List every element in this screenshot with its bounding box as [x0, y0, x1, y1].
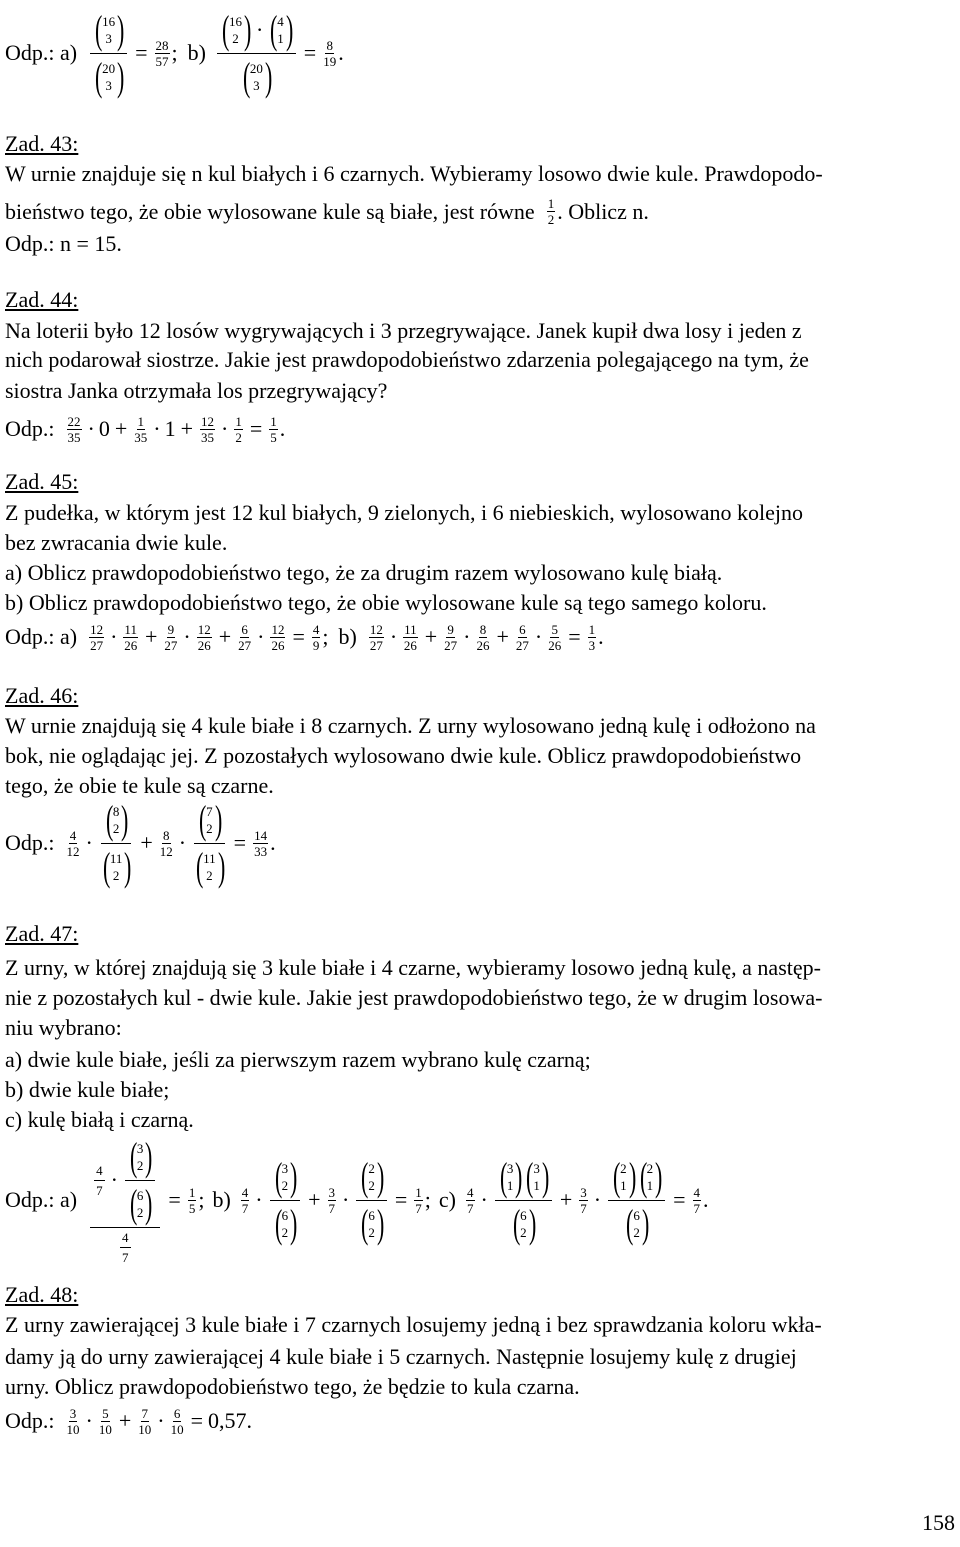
task-47-text: nie z pozostałych kul - dwie kule. Jakie jest prawdopodobieństwo tego, że w drugim losowa- — [5, 985, 823, 1010]
task-47-answer: Odp.: a) 4 7 · ( 3 2 ) ( 6 2 ) 4 7 = $\frac{1}{5}$ ; b) 4 7 · ( 3 2 ) ( 6 2 ) + $\frac{3}{7}$ · ( 2 2 ) ( 6 2 ) = $\frac{1}{7}$ ; c) 4 7 · ( 3 1 ) ( 3 1 ) ( 6 2 ) + $\frac{3}{7}$ · ( 2 1 ) ( 2 1 ) ( 6 2 ) = $\frac{4}{7}$ . — [5, 1133, 709, 1265]
task-45-title: Zad. 45: — [5, 469, 79, 494]
task-43-text: W urnie znajduje się n kul białych i 6 czarnych. Wybieramy losowo dwie kule. Prawdopodo- — [5, 161, 823, 186]
task-47-text: a) dwie kule białe, jeśli za pierwszym razem wybrano kulę czarną; — [5, 1047, 591, 1072]
task-46-answer: Odp.: 4 12 · ( 8 2 ) ( 11 2 ) + $\frac{8}{12}$ · ( 7 2 ) ( 11 2 ) = $\frac{14}{33}$ . — [5, 796, 276, 889]
task-48-text: Z urny zawierającej 3 kule białe i 7 czarnych losujemy jedną i bez sprawdzania koloru wkła- — [5, 1312, 822, 1337]
fraction: ( 16 2 ) · ( 4 1 ) ( 20 3 ) — [217, 10, 296, 97]
task-44-answer: Odp.: 22 35 · 0 + $\frac{1}{35}$ · 1 + $\frac{12}{35}$ · $\frac{1}{2}$ = $\frac{1}{5}$ . — [5, 413, 286, 445]
task-43-title: Zad. 43: — [5, 131, 79, 156]
task-46-text: bok, nie oglądając jej. Z pozostałych wylosowano dwie kule. Oblicz prawdopodobieństwo — [5, 743, 802, 768]
task-43-text: bieństwo tego, że obie wylosowane kule są białe, jest równe 1 2 . Oblicz n. — [5, 196, 649, 227]
task-44-text: Na loterii było 12 losów wygrywających i 3 przegrywające. Janek kupił dwa losy i jeden z — [5, 318, 802, 343]
task-43-answer: Odp.: n = 15. — [5, 231, 122, 256]
task-44-title: Zad. 44: — [5, 287, 79, 312]
task-44-text: nich podarował siostrze. Jakie jest prawdopodobieństwo zdarzenia polegającego na tym, że — [5, 347, 809, 372]
answer-42: Odp.: a) ( 16 3 ) ( 20 3 ) = $\frac{28}{57}$ ; b) ( 16 2 ) · ( 4 1 ) ( 20 3 ) = $\frac{8}{19}$ . — [5, 6, 344, 99]
task-46-title: Zad. 46: — [5, 683, 79, 708]
task-47-text: b) dwie kule białe; — [5, 1077, 170, 1102]
task-45-text: Z pudełka, w którym jest 12 kul białych, 9 zielonych, i 6 niebieskich, wylosowano kolejno — [5, 500, 803, 525]
task-47-text: c) kulę białą i czarną. — [5, 1107, 194, 1132]
task-45-text: a) Oblicz prawdopodobieństwo tego, że za drugim razem wylosowano kulę białą. — [5, 560, 723, 585]
fraction: 1 2 — [547, 196, 555, 227]
task-48-answer: Odp.: 3 10 · 5 10 + $\frac{7}{10}$ · $\frac{6}{10}$ = 0,57 . — [5, 1405, 252, 1437]
binomial: ( 16 3 ) — [95, 6, 125, 52]
task-48-text: damy ją do urny zawierającej 4 kule białe i 5 czarnych. Następnie losujemy kulę z drugiej — [5, 1344, 797, 1369]
page-number: 158 — [922, 1510, 955, 1535]
task-44-text: siostra Janka otrzymała los przegrywający? — [5, 378, 388, 403]
task-45-text: b) Oblicz prawdopodobieństwo tego, że obie wylosowane kule są tego samego koloru. — [5, 590, 767, 615]
task-48-text: urny. Oblicz prawdopodobieństwo tego, że będzie to kula czarna. — [5, 1374, 580, 1399]
binomial: ( 20 3 ) — [95, 53, 125, 99]
task-45-answer: Odp.: a) 12 27 · 11 26 + $\frac{9}{27}$ · 12 26 + $\frac{6}{27}$ · $\frac{12}{26}$ = $\frac{4}{9}$ ; b) 12 27 · 11 26 + $\frac{9}{27}$ · 8 26 + $\frac{6}{27}$ · $\frac{5}{26}$ = $\frac{1}{3}$ . — [5, 621, 604, 653]
task-46-text: W urnie znajdują się 4 kule białe i 8 czarnych. Z urny wylosowano jedną kulę i odłożono na — [5, 713, 816, 738]
task-47-text: Z urny, w której znajdują się 3 kule białe i 4 czarne, wybieramy losowo jedną kulę, a następ- — [5, 955, 821, 980]
fraction: $\frac{28}{57}$ — [155, 37, 169, 69]
task-48-title: Zad. 48: — [5, 1282, 79, 1307]
task-47-title: Zad. 47: — [5, 921, 79, 946]
fraction: $\frac{8}{19}$ — [323, 37, 337, 69]
task-45-text: bez zwracania dwie kule. — [5, 530, 228, 555]
task-47-text: niu wybrano: — [5, 1015, 122, 1040]
task-46-text: tego, że obie te kule są czarne. — [5, 773, 274, 798]
fraction — [90, 6, 127, 99]
